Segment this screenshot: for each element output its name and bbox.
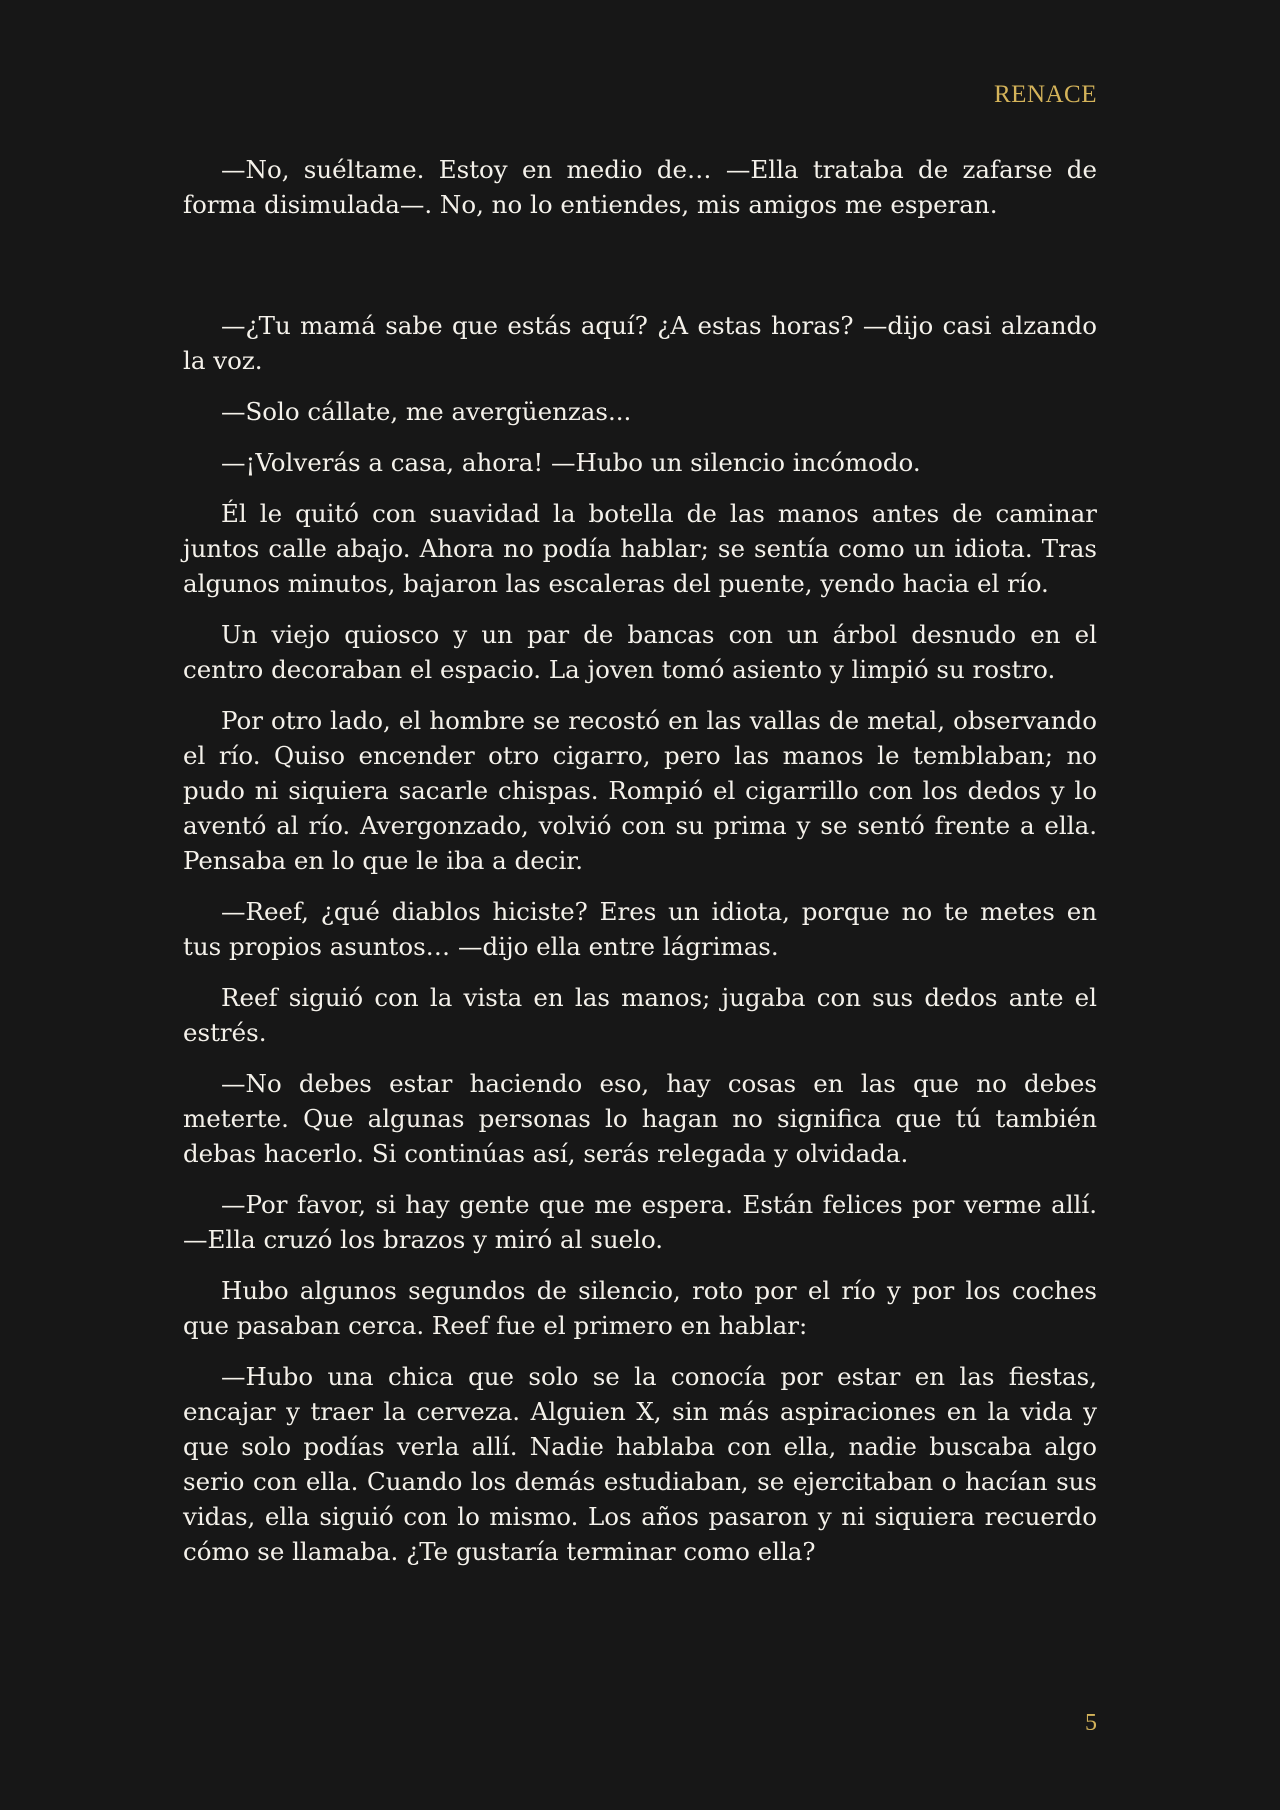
page-number: 5 xyxy=(1085,1710,1097,1736)
paragraph: —No, suéltame. Estoy en medio de… —Ella trataba de zafarse de forma disimulada—. No, no lo entiendes, mis amigos me esperan. xyxy=(183,155,1097,219)
paragraph: Un viejo quiosco y un par de bancas con un árbol desnudo en el centro decoraban el espacio. La joven tomó asiento y limpió su rostro. xyxy=(183,620,1097,684)
paragraph: Reef siguió con la vista en las manos; jugaba con sus dedos ante el estrés. xyxy=(183,983,1097,1047)
book-page-text xyxy=(183,152,1097,1585)
paragraph: —Por favor, si hay gente que me espera. Están felices por verme allí. —Ella cruzó los brazos y miró al suelo. xyxy=(183,1190,1097,1254)
paragraph: Por otro lado, el hombre se recostó en las vallas de metal, observando el río. Quiso encender otro cigarro, pero las manos le temblaban; no pudo ni siquiera sacarle chispas. Rompió el cigarrillo con los dedos y lo aventó al río. Avergonzado, volvió con su prima y se sentó frente a ella. Pensaba en lo que le iba a decir. xyxy=(183,706,1097,875)
paragraph: —No debes estar haciendo eso, hay cosas en las que no debes meterte. Que algunas personas lo hagan no significa que tú también debas hacerlo. Si continúas así, serás relegada y olvidada. xyxy=(183,1069,1097,1168)
paragraph: —Reef, ¿qué diablos hiciste? Eres un idiota, porque no te metes en tus propios asuntos… —dijo ella entre lágrimas. xyxy=(183,897,1097,961)
paragraph: Hubo algunos segundos de silencio, roto por el río y por los coches que pasaban cerca. Reef fue el primero en hablar: xyxy=(183,1276,1097,1340)
paragraph: —¿Tu mamá sabe que estás aquí? ¿A estas horas? —dijo casi alzando la voz. xyxy=(183,311,1097,375)
paragraph: Él le quitó con suavidad la botella de las manos antes de caminar juntos calle abajo. Ahora no podía hablar; se sentía como un idiota. Tras algunos minutos, bajaron las escaleras del puente, yendo hacia el río. xyxy=(183,499,1097,598)
paragraph: —¡Volverás a casa, ahora! —Hubo un silencio incómodo. xyxy=(221,448,921,477)
paragraph: —Hubo una chica que solo se la conocía por estar en las fiestas, encajar y traer la cerveza. Alguien X, sin más aspiraciones en la vida y que solo podías verla allí. Nadie hablaba con ella, nadie buscaba algo serio con ella. Cuando los demás estudiaban, se ejercitaban o hacían sus vidas, ella siguió con lo mismo. Los años pasaron y ni siquiera recuerdo cómo se llamaba. ¿Te gustaría terminar como ella? xyxy=(183,1362,1097,1566)
paragraph: —Solo cállate, me avergüenzas... xyxy=(221,397,632,426)
running-header-title: RENACE xyxy=(994,81,1097,108)
